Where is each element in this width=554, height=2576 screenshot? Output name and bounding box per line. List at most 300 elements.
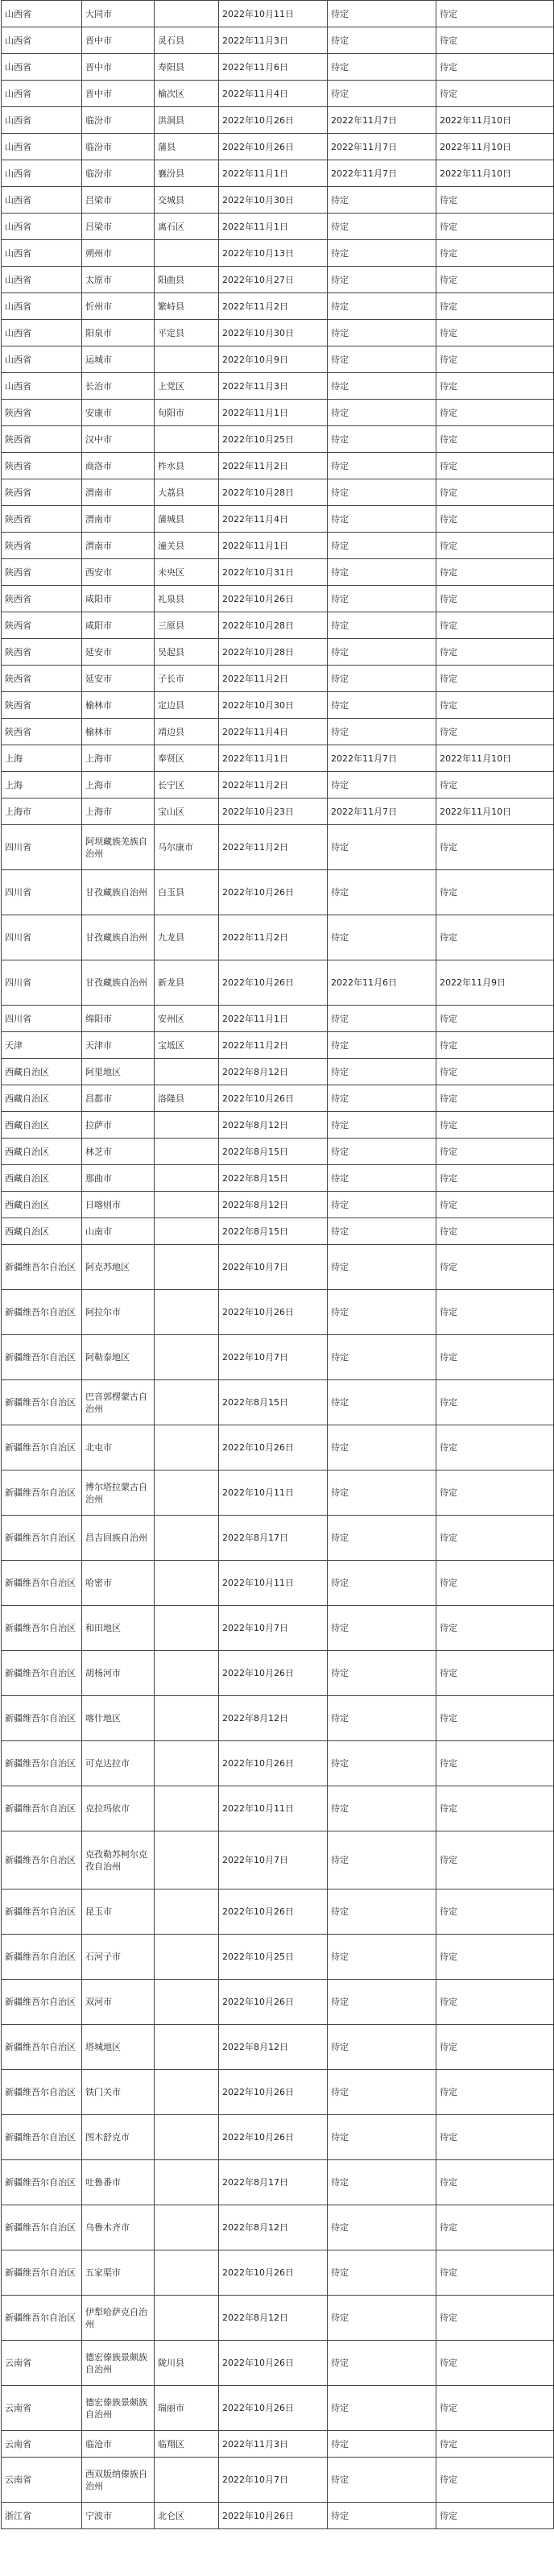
- start-date-cell: 2022年11月2日: [219, 293, 328, 320]
- province-cell: 新疆维吾尔自治区: [2, 2025, 82, 2070]
- end-date-2-cell: 2022年11月9日: [436, 960, 554, 1006]
- end-date-2-cell: 待定: [436, 54, 554, 81]
- city-cell: 山南市: [82, 1218, 155, 1245]
- province-cell: 上海市: [2, 799, 82, 825]
- start-date-cell: 2022年10月25日: [219, 426, 328, 453]
- province-cell: 新疆维吾尔自治区: [2, 1561, 82, 1606]
- city-cell: 太原市: [82, 267, 155, 293]
- end-date-2-cell: 待定: [436, 426, 554, 453]
- end-date-2-cell: 待定: [436, 559, 554, 586]
- end-date-1-cell: 待定: [328, 1032, 436, 1059]
- province-cell: 新疆维吾尔自治区: [2, 2205, 82, 2250]
- end-date-1-cell: 待定: [328, 1831, 436, 1889]
- start-date-cell: 2022年10月26日: [219, 2250, 328, 2296]
- table-row: [2, 1380, 554, 1425]
- province-cell: 新疆维吾尔自治区: [2, 1380, 82, 1425]
- end-date-1-cell: 待定: [328, 293, 436, 320]
- city-cell: 克拉玛依市: [82, 1786, 155, 1831]
- end-date-2-cell: 待定: [436, 825, 554, 870]
- end-date-2-cell: 待定: [436, 1516, 554, 1561]
- end-date-2-cell: 待定: [436, 320, 554, 346]
- city-cell: 胡杨河市: [82, 1651, 155, 1696]
- province-cell: 新疆维吾尔自治区: [2, 1786, 82, 1831]
- end-date-1-cell: 待定: [328, 1245, 436, 1290]
- city-cell: 阿里地区: [82, 1059, 155, 1085]
- province-cell: 云南省: [2, 2431, 82, 2458]
- province-cell: 山西省: [2, 27, 82, 54]
- start-date-cell: 2022年11月4日: [219, 719, 328, 745]
- city-cell: 乌鲁木齐市: [82, 2205, 155, 2250]
- table-row: [2, 1516, 554, 1561]
- end-date-1-cell: 待定: [328, 772, 436, 799]
- table-row: [2, 214, 554, 240]
- table-row: [2, 479, 554, 506]
- end-date-1-cell: 待定: [328, 1980, 436, 2025]
- table-row: [2, 453, 554, 479]
- end-date-1-cell: 待定: [328, 1696, 436, 1741]
- start-date-cell: 2022年8月15日: [219, 1165, 328, 1192]
- table-row: [2, 2341, 554, 2386]
- city-cell: 忻州市: [82, 293, 155, 320]
- table-row: [2, 1290, 554, 1335]
- start-date-cell: 2022年10月26日: [219, 134, 328, 160]
- province-cell: 四川省: [2, 960, 82, 1006]
- county-cell: [155, 1831, 219, 1889]
- end-date-1-cell: 待定: [328, 2115, 436, 2160]
- table-row: [2, 400, 554, 426]
- end-date-2-cell: 待定: [436, 1606, 554, 1651]
- table-row: [2, 267, 554, 293]
- start-date-cell: 2022年10月26日: [219, 2070, 328, 2115]
- end-date-2-cell: 待定: [436, 1335, 554, 1380]
- province-cell: 新疆维吾尔自治区: [2, 2160, 82, 2205]
- end-date-2-cell: 待定: [436, 267, 554, 293]
- county-cell: 奉贤区: [155, 745, 219, 772]
- province-cell: 陕西省: [2, 666, 82, 692]
- table-row: [2, 426, 554, 453]
- province-cell: 陕西省: [2, 719, 82, 745]
- city-cell: 日喀则市: [82, 1192, 155, 1218]
- start-date-cell: 2022年11月1日: [219, 745, 328, 772]
- end-date-2-cell: 待定: [436, 27, 554, 54]
- end-date-1-cell: 待定: [328, 1561, 436, 1606]
- end-date-2-cell: 待定: [436, 2386, 554, 2431]
- start-date-cell: 2022年10月28日: [219, 479, 328, 506]
- end-date-1-cell: 待定: [328, 1889, 436, 1935]
- province-cell: 西藏自治区: [2, 1112, 82, 1139]
- county-cell: 洪洞县: [155, 107, 219, 134]
- start-date-cell: 2022年10月26日: [219, 1425, 328, 1471]
- table-row: [2, 107, 554, 134]
- region-table: [1, 0, 554, 2529]
- start-date-cell: 2022年10月11日: [219, 1786, 328, 1831]
- end-date-1-cell: 待定: [328, 1786, 436, 1831]
- province-cell: 天津: [2, 1032, 82, 1059]
- county-cell: [155, 1112, 219, 1139]
- start-date-cell: 2022年11月3日: [219, 2431, 328, 2458]
- end-date-1-cell: 待定: [328, 1935, 436, 1980]
- start-date-cell: 2022年10月25日: [219, 1935, 328, 1980]
- end-date-1-cell: 待定: [328, 1516, 436, 1561]
- county-cell: 阳曲县: [155, 267, 219, 293]
- end-date-1-cell: 待定: [328, 479, 436, 506]
- city-cell: 博尔塔拉蒙古自治州: [82, 1471, 155, 1516]
- start-date-cell: 2022年10月26日: [219, 2503, 328, 2529]
- start-date-cell: 2022年11月1日: [219, 533, 328, 559]
- province-cell: 西藏自治区: [2, 1165, 82, 1192]
- province-cell: 新疆维吾尔自治区: [2, 1516, 82, 1561]
- start-date-cell: 2022年11月1日: [219, 1006, 328, 1032]
- end-date-2-cell: 待定: [436, 666, 554, 692]
- county-cell: [155, 1696, 219, 1741]
- table-row: [2, 2458, 554, 2503]
- end-date-1-cell: 待定: [328, 915, 436, 960]
- end-date-1-cell: 待定: [328, 214, 436, 240]
- start-date-cell: 2022年10月7日: [219, 1245, 328, 1290]
- city-cell: 宁波市: [82, 2503, 155, 2529]
- end-date-1-cell: 待定: [328, 27, 436, 54]
- county-cell: 子长市: [155, 666, 219, 692]
- end-date-2-cell: 待定: [436, 81, 554, 107]
- county-cell: [155, 1651, 219, 1696]
- city-cell: 德宏傣族景颇族自治州: [82, 2386, 155, 2431]
- table-row: [2, 915, 554, 960]
- end-date-2-cell: 2022年11月10日: [436, 134, 554, 160]
- end-date-1-cell: 待定: [328, 320, 436, 346]
- end-date-1-cell: 待定: [328, 666, 436, 692]
- province-cell: 新疆维吾尔自治区: [2, 1889, 82, 1935]
- county-cell: 旬阳市: [155, 400, 219, 426]
- province-cell: 陕西省: [2, 639, 82, 666]
- county-cell: 蒲县: [155, 134, 219, 160]
- province-cell: 新疆维吾尔自治区: [2, 2115, 82, 2160]
- end-date-2-cell: 待定: [436, 1786, 554, 1831]
- province-cell: 陕西省: [2, 612, 82, 639]
- city-cell: 吐鲁番市: [82, 2160, 155, 2205]
- end-date-2-cell: 待定: [436, 1290, 554, 1335]
- end-date-2-cell: 2022年11月10日: [436, 160, 554, 187]
- start-date-cell: 2022年10月13日: [219, 240, 328, 267]
- city-cell: 阳泉市: [82, 320, 155, 346]
- province-cell: 山西省: [2, 54, 82, 81]
- city-cell: 可克达拉市: [82, 1741, 155, 1786]
- table-row: [2, 320, 554, 346]
- table-row: [2, 2025, 554, 2070]
- province-cell: 山西省: [2, 267, 82, 293]
- city-cell: 晋中市: [82, 81, 155, 107]
- table-row: [2, 1696, 554, 1741]
- table-row: [2, 799, 554, 825]
- start-date-cell: 2022年8月12日: [219, 1696, 328, 1741]
- end-date-2-cell: 待定: [436, 870, 554, 915]
- county-cell: [155, 2070, 219, 2115]
- start-date-cell: 2022年10月28日: [219, 612, 328, 639]
- start-date-cell: 2022年10月26日: [219, 960, 328, 1006]
- end-date-2-cell: 待定: [436, 506, 554, 533]
- table-row: [2, 1139, 554, 1165]
- city-cell: 西双版纳傣族自治州: [82, 2458, 155, 2503]
- table-body: [2, 1, 554, 2529]
- end-date-1-cell: 待定: [328, 1139, 436, 1165]
- county-cell: [155, 1425, 219, 1471]
- city-cell: 阿拉尔市: [82, 1290, 155, 1335]
- county-cell: [155, 1889, 219, 1935]
- start-date-cell: 2022年11月4日: [219, 506, 328, 533]
- table-row: [2, 134, 554, 160]
- city-cell: 德宏傣族景颇族自治州: [82, 2341, 155, 2386]
- county-cell: 灵石县: [155, 27, 219, 54]
- table-row: [2, 960, 554, 1006]
- province-cell: 陕西省: [2, 692, 82, 719]
- table-row: [2, 1935, 554, 1980]
- city-cell: 铁门关市: [82, 2070, 155, 2115]
- end-date-2-cell: 待定: [436, 1165, 554, 1192]
- end-date-2-cell: 待定: [436, 1889, 554, 1935]
- province-cell: 山西省: [2, 1, 82, 27]
- start-date-cell: 2022年10月26日: [219, 1741, 328, 1786]
- start-date-cell: 2022年10月11日: [219, 1561, 328, 1606]
- county-cell: 上党区: [155, 373, 219, 400]
- city-cell: 林芝市: [82, 1139, 155, 1165]
- start-date-cell: 2022年8月12日: [219, 2205, 328, 2250]
- city-cell: 渭南市: [82, 506, 155, 533]
- end-date-2-cell: 待定: [436, 2025, 554, 2070]
- end-date-2-cell: 待定: [436, 2296, 554, 2341]
- county-cell: [155, 1980, 219, 2025]
- end-date-2-cell: 待定: [436, 1425, 554, 1471]
- end-date-1-cell: 待定: [328, 2160, 436, 2205]
- city-cell: 大同市: [82, 1, 155, 27]
- province-cell: 新疆维吾尔自治区: [2, 1425, 82, 1471]
- start-date-cell: 2022年8月15日: [219, 1380, 328, 1425]
- province-cell: 四川省: [2, 915, 82, 960]
- province-cell: 四川省: [2, 825, 82, 870]
- province-cell: 新疆维吾尔自治区: [2, 1245, 82, 1290]
- table-row: [2, 870, 554, 915]
- city-cell: 和田地区: [82, 1606, 155, 1651]
- city-cell: 汉中市: [82, 426, 155, 453]
- county-cell: 马尔康市: [155, 825, 219, 870]
- end-date-1-cell: 待定: [328, 2503, 436, 2529]
- start-date-cell: 2022年11月1日: [219, 160, 328, 187]
- province-cell: 新疆维吾尔自治区: [2, 1980, 82, 2025]
- province-cell: 新疆维吾尔自治区: [2, 1741, 82, 1786]
- county-cell: 临翔区: [155, 2431, 219, 2458]
- start-date-cell: 2022年8月17日: [219, 1516, 328, 1561]
- start-date-cell: 2022年10月26日: [219, 1085, 328, 1112]
- county-cell: [155, 1218, 219, 1245]
- county-cell: [155, 1561, 219, 1606]
- county-cell: 柞水县: [155, 453, 219, 479]
- province-cell: 山西省: [2, 107, 82, 134]
- province-cell: 陕西省: [2, 506, 82, 533]
- end-date-2-cell: 待定: [436, 915, 554, 960]
- city-cell: 甘孜藏族自治州: [82, 870, 155, 915]
- start-date-cell: 2022年10月7日: [219, 1606, 328, 1651]
- end-date-1-cell: 待定: [328, 1606, 436, 1651]
- end-date-2-cell: 待定: [436, 240, 554, 267]
- county-cell: 洛隆县: [155, 1085, 219, 1112]
- end-date-2-cell: 待定: [436, 346, 554, 373]
- end-date-1-cell: 2022年11月7日: [328, 160, 436, 187]
- table-row: [2, 2296, 554, 2341]
- county-cell: 宝坻区: [155, 1032, 219, 1059]
- province-cell: 云南省: [2, 2341, 82, 2386]
- end-date-2-cell: 待定: [436, 1245, 554, 1290]
- province-cell: 云南省: [2, 2386, 82, 2431]
- end-date-1-cell: 待定: [328, 719, 436, 745]
- end-date-2-cell: 待定: [436, 1, 554, 27]
- city-cell: 延安市: [82, 666, 155, 692]
- end-date-1-cell: 待定: [328, 533, 436, 559]
- table-row: [2, 2386, 554, 2431]
- table-row: [2, 1741, 554, 1786]
- start-date-cell: 2022年10月31日: [219, 559, 328, 586]
- end-date-1-cell: 2022年11月6日: [328, 960, 436, 1006]
- table-row: [2, 1006, 554, 1032]
- table-row: [2, 533, 554, 559]
- end-date-2-cell: 待定: [436, 1085, 554, 1112]
- end-date-2-cell: 待定: [436, 2070, 554, 2115]
- end-date-2-cell: 待定: [436, 1935, 554, 1980]
- province-cell: 新疆维吾尔自治区: [2, 1290, 82, 1335]
- county-cell: 离石区: [155, 214, 219, 240]
- end-date-2-cell: 待定: [436, 1561, 554, 1606]
- end-date-1-cell: 待定: [328, 2386, 436, 2431]
- start-date-cell: 2022年11月2日: [219, 1032, 328, 1059]
- end-date-1-cell: 待定: [328, 1651, 436, 1696]
- end-date-2-cell: 待定: [436, 1831, 554, 1889]
- end-date-1-cell: 待定: [328, 1, 436, 27]
- end-date-1-cell: 待定: [328, 2458, 436, 2503]
- county-cell: 未央区: [155, 559, 219, 586]
- province-cell: 陕西省: [2, 400, 82, 426]
- end-date-2-cell: 待定: [436, 772, 554, 799]
- city-cell: 阿勒泰地区: [82, 1335, 155, 1380]
- province-cell: 陕西省: [2, 453, 82, 479]
- end-date-1-cell: 待定: [328, 559, 436, 586]
- table-row: [2, 1561, 554, 1606]
- start-date-cell: 2022年10月7日: [219, 1831, 328, 1889]
- table-row: [2, 666, 554, 692]
- province-cell: 山西省: [2, 187, 82, 214]
- end-date-1-cell: 待定: [328, 612, 436, 639]
- end-date-2-cell: 待定: [436, 1651, 554, 1696]
- start-date-cell: 2022年10月28日: [219, 639, 328, 666]
- county-cell: 宝山区: [155, 799, 219, 825]
- county-cell: 平定县: [155, 320, 219, 346]
- start-date-cell: 2022年11月2日: [219, 453, 328, 479]
- county-cell: [155, 1245, 219, 1290]
- start-date-cell: 2022年10月26日: [219, 107, 328, 134]
- end-date-1-cell: 待定: [328, 2025, 436, 2070]
- city-cell: 咸阳市: [82, 612, 155, 639]
- table-row: [2, 1831, 554, 1889]
- county-cell: [155, 2296, 219, 2341]
- county-cell: 安州区: [155, 1006, 219, 1032]
- city-cell: 哈密市: [82, 1561, 155, 1606]
- table-row: [2, 1245, 554, 1290]
- end-date-2-cell: 待定: [436, 2341, 554, 2386]
- start-date-cell: 2022年10月11日: [219, 1471, 328, 1516]
- table-row: [2, 160, 554, 187]
- start-date-cell: 2022年10月7日: [219, 2458, 328, 2503]
- end-date-2-cell: 待定: [436, 293, 554, 320]
- table-row: [2, 1425, 554, 1471]
- start-date-cell: 2022年10月26日: [219, 2386, 328, 2431]
- end-date-1-cell: 待定: [328, 453, 436, 479]
- city-cell: 阿坝藏族羌族自治州: [82, 825, 155, 870]
- start-date-cell: 2022年11月2日: [219, 772, 328, 799]
- end-date-2-cell: 待定: [436, 1192, 554, 1218]
- start-date-cell: 2022年11月3日: [219, 373, 328, 400]
- start-date-cell: 2022年11月1日: [219, 400, 328, 426]
- county-cell: [155, 2458, 219, 2503]
- province-cell: 山西省: [2, 81, 82, 107]
- county-cell: [155, 240, 219, 267]
- start-date-cell: 2022年8月12日: [219, 2025, 328, 2070]
- county-cell: 瑞丽市: [155, 2386, 219, 2431]
- end-date-2-cell: 待定: [436, 400, 554, 426]
- end-date-2-cell: 待定: [436, 692, 554, 719]
- city-cell: 克孜勒苏柯尔克孜自治州: [82, 1831, 155, 1889]
- table-row: [2, 293, 554, 320]
- city-cell: 晋中市: [82, 54, 155, 81]
- province-cell: 新疆维吾尔自治区: [2, 2296, 82, 2341]
- table-row: [2, 825, 554, 870]
- start-date-cell: 2022年11月6日: [219, 54, 328, 81]
- county-cell: 礼泉县: [155, 586, 219, 612]
- table-row: [2, 692, 554, 719]
- end-date-2-cell: 待定: [436, 214, 554, 240]
- county-cell: 交城县: [155, 187, 219, 214]
- end-date-2-cell: 待定: [436, 612, 554, 639]
- county-cell: [155, 1059, 219, 1085]
- city-cell: 天津市: [82, 1032, 155, 1059]
- end-date-2-cell: 待定: [436, 2503, 554, 2529]
- table-row: [2, 639, 554, 666]
- province-cell: 四川省: [2, 1006, 82, 1032]
- end-date-1-cell: 待定: [328, 373, 436, 400]
- table-row: [2, 1112, 554, 1139]
- end-date-1-cell: 待定: [328, 240, 436, 267]
- end-date-1-cell: 待定: [328, 1380, 436, 1425]
- county-cell: [155, 346, 219, 373]
- table-row: [2, 346, 554, 373]
- end-date-1-cell: 2022年11月7日: [328, 799, 436, 825]
- start-date-cell: 2022年10月30日: [219, 692, 328, 719]
- province-cell: 西藏自治区: [2, 1059, 82, 1085]
- end-date-2-cell: 待定: [436, 373, 554, 400]
- province-cell: 新疆维吾尔自治区: [2, 1471, 82, 1516]
- start-date-cell: 2022年8月12日: [219, 1059, 328, 1085]
- end-date-2-cell: 待定: [436, 187, 554, 214]
- start-date-cell: 2022年10月26日: [219, 1290, 328, 1335]
- end-date-1-cell: 待定: [328, 1741, 436, 1786]
- city-cell: 运城市: [82, 346, 155, 373]
- county-cell: 北仑区: [155, 2503, 219, 2529]
- end-date-1-cell: 待定: [328, 2250, 436, 2296]
- county-cell: [155, 1471, 219, 1516]
- start-date-cell: 2022年11月2日: [219, 915, 328, 960]
- province-cell: 西藏自治区: [2, 1192, 82, 1218]
- start-date-cell: 2022年8月12日: [219, 2296, 328, 2341]
- start-date-cell: 2022年10月11日: [219, 1, 328, 27]
- table-row: [2, 612, 554, 639]
- end-date-2-cell: 待定: [436, 639, 554, 666]
- end-date-1-cell: 待定: [328, 1471, 436, 1516]
- county-cell: [155, 2250, 219, 2296]
